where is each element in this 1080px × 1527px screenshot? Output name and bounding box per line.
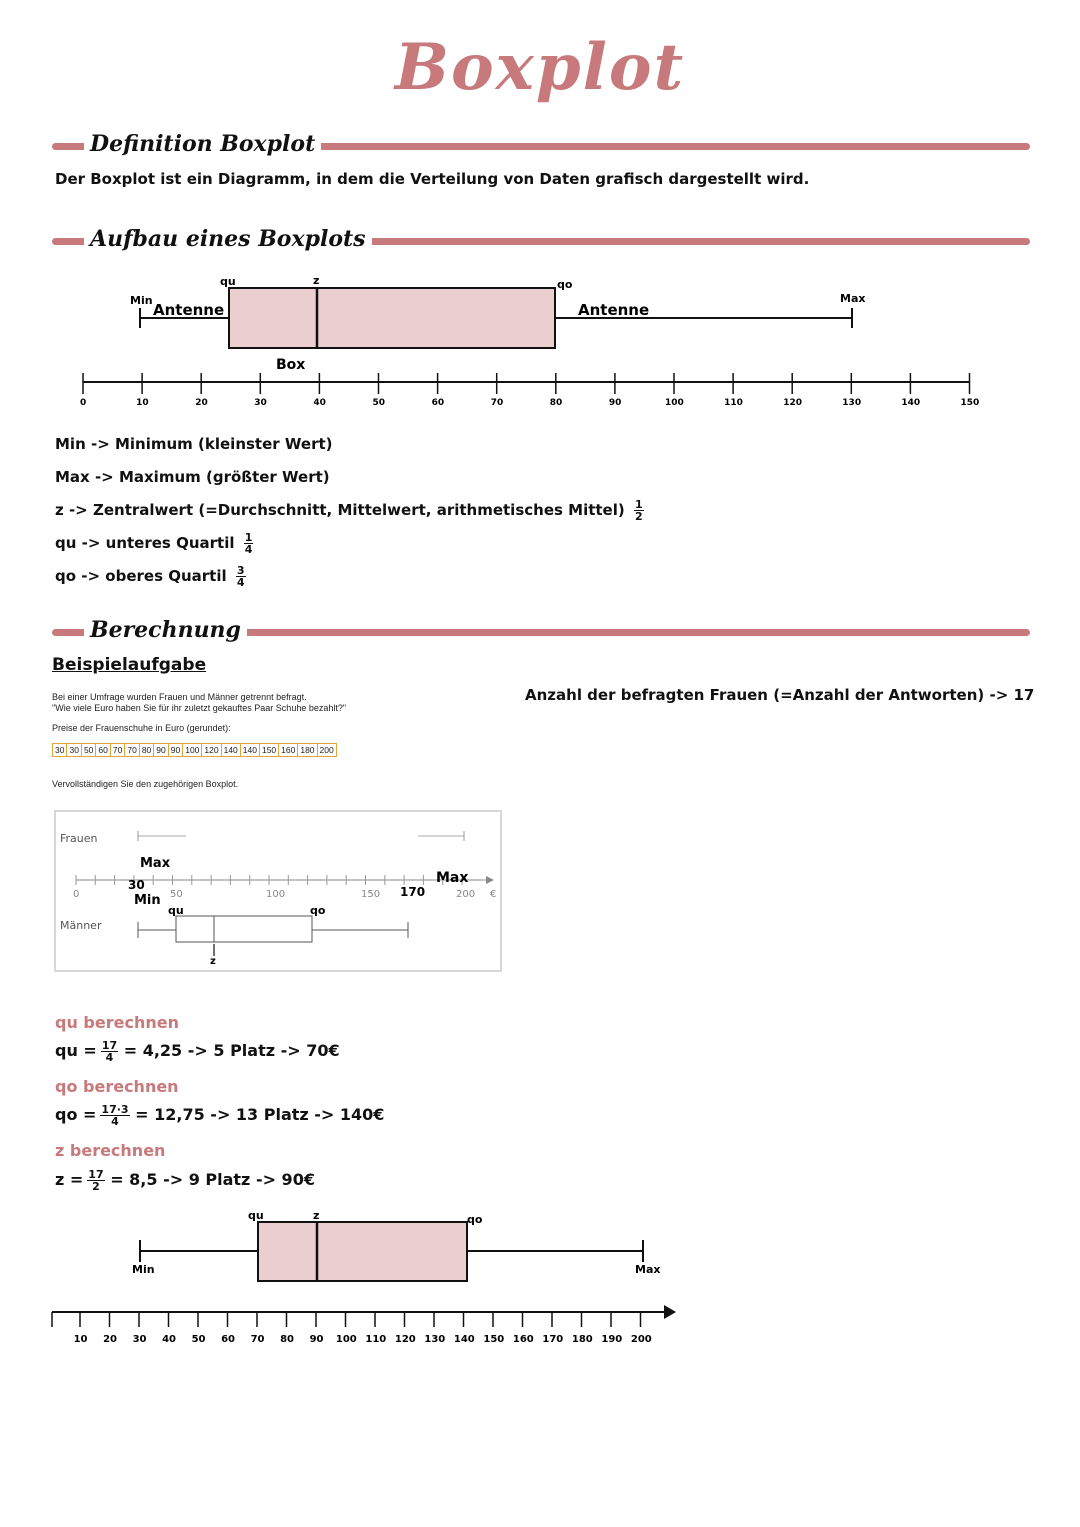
anzahl-text: Anzahl der befragten Frauen (=Anzahl der Antworten) -> 17 — [525, 686, 1035, 704]
section-title-berechnung: Berechnung — [84, 617, 247, 643]
price-cell: 70 — [125, 744, 139, 756]
result-qu-label: qu — [248, 1209, 264, 1222]
preise-label: Preise der Frauenschuhe in Euro (gerundet): — [52, 723, 231, 733]
result-min-label: Min — [132, 1263, 155, 1276]
note-max-left: Max — [140, 856, 171, 871]
z-formula: z = $\frac{17}{2}$ = 8,5 -> 9 Platz -> 90€ — [55, 1168, 315, 1193]
note-qo: qo — [310, 904, 326, 917]
result-max-label: Max — [635, 1263, 661, 1276]
axis-tick-label: 190 — [601, 1334, 623, 1345]
axis-tick-label: 180 — [571, 1334, 593, 1345]
axis-ticks — [80, 373, 979, 408]
axis-tick-label: 110 — [365, 1334, 387, 1345]
price-cell: 70 — [111, 744, 125, 756]
axis-tick-label: 200 — [630, 1334, 652, 1345]
axis-tick-label: 50 — [191, 1334, 206, 1345]
axis-tick-label: 50 — [372, 398, 386, 408]
beispiel-line1: Bei einer Umfrage wurden Frauen und Männer getrennt befragt. — [52, 692, 307, 702]
z-heading: z berechnen — [55, 1141, 166, 1160]
price-cell: 90 — [169, 744, 183, 756]
result-qo-label: qo — [467, 1213, 483, 1226]
axis-tick-label: 110 — [724, 398, 743, 408]
min-label: Min — [130, 294, 153, 307]
qo-label: qo — [557, 278, 573, 291]
beispiel-heading: Beispielaufgabe — [52, 655, 207, 675]
section-title-definition: Definition Boxplot — [84, 131, 321, 157]
axis-tick-label: 20 — [103, 1334, 118, 1345]
axis-tick-label: 100 — [335, 1334, 357, 1345]
qu-formula: qu = $\frac{17}{4}$ = 4,25 -> 5 Platz -> 70€ — [55, 1039, 340, 1064]
legend-list — [55, 428, 644, 593]
axis-tick-label: 40 — [313, 398, 326, 408]
legend-item: Min -> Minimum (kleinster Wert) — [55, 435, 333, 453]
legend-item: z -> Zentralwert (=Durchschnitt, Mittelwert, arithmetisches Mittel) $\frac{1}{2}$ — [55, 498, 643, 523]
axis-tick-label: 70 — [490, 398, 504, 408]
note-30: 30 — [128, 878, 145, 892]
axis-tick-label: 10 — [73, 1334, 88, 1345]
axis-tick-label: 170 — [542, 1334, 564, 1345]
boxplot-structure-diagram — [40, 270, 1000, 420]
page-title: Boxplot — [394, 30, 686, 105]
price-cell: 30 — [67, 744, 81, 756]
axis-tick-label: 100 — [665, 398, 684, 408]
section-title-aufbau: Aufbau eines Boxplots — [84, 226, 372, 252]
euro-label: € — [490, 889, 497, 900]
beispiel-line2: "Wie viele Euro haben Sie für ihr zuletzt gekauftes Paar Schuhe bezahlt?" — [52, 703, 347, 713]
task-text: Vervollständigen Sie den zugehörigen Boxplot. — [52, 779, 239, 789]
axis-tick-label: 150 — [483, 1334, 505, 1345]
qo-heading: qo berechnen — [55, 1077, 179, 1096]
box-rect — [229, 288, 555, 348]
exercise-figure — [54, 810, 502, 972]
price-cell: 150 — [260, 744, 279, 756]
axis-tick-label: 30 — [254, 398, 267, 408]
maenner-label: Männer — [60, 919, 102, 932]
axis-tick-label: 80 — [549, 398, 563, 408]
price-cell: 100 — [183, 744, 202, 756]
axis-arrow — [486, 876, 494, 884]
price-cell: 30 — [53, 744, 67, 756]
axis-tick-label: 60 — [431, 398, 445, 408]
exercise-boxplot — [56, 812, 500, 970]
axis-tick-label: 150 — [960, 398, 980, 408]
definition-text: Der Boxplot ist ein Diagramm, in dem die Verteilung von Daten grafisch dargestellt wird. — [55, 170, 810, 188]
legend-item: qu -> unteres Quartil $\frac{1}{4}$ — [55, 531, 253, 556]
legend-item: Max -> Maximum (größter Wert) — [55, 468, 330, 486]
result-box — [258, 1222, 467, 1281]
box-label: Box — [276, 357, 306, 373]
tick-label: 0 — [73, 889, 80, 900]
result-axis-ticks — [74, 1312, 652, 1345]
axis-tick-label: 120 — [783, 398, 802, 408]
axis-tick-label: 90 — [608, 398, 622, 408]
antenne-right-label: Antenne — [578, 301, 650, 319]
price-cell: 80 — [140, 744, 154, 756]
note-max-right: Max — [436, 870, 469, 886]
price-cell: 140 — [241, 744, 260, 756]
tick-label: 100 — [266, 889, 286, 900]
result-axis-arrow — [664, 1305, 676, 1319]
note-170: 170 — [400, 885, 426, 899]
frauen-label: Frauen — [60, 832, 98, 845]
axis-tick-label: 160 — [512, 1334, 534, 1345]
price-cell: 120 — [202, 744, 221, 756]
tick-label: 200 — [456, 889, 476, 900]
result-boxplot — [40, 1205, 720, 1355]
axis-tick-label: 70 — [250, 1334, 265, 1345]
qo-formula: qo = $\frac{17\cdot 3}{4}$ = 12,75 -> 13 Platz -> 140€ — [55, 1103, 385, 1128]
axis-tick-label: 60 — [221, 1334, 236, 1345]
qu-label: qu — [220, 275, 236, 288]
tick-label: 150 — [361, 889, 381, 900]
axis-tick-label: 90 — [309, 1334, 324, 1345]
axis-tick-label: 130 — [424, 1334, 446, 1345]
price-cell: 50 — [82, 744, 96, 756]
price-cell: 140 — [222, 744, 241, 756]
price-cell: 160 — [279, 744, 298, 756]
maenner-box — [176, 916, 312, 942]
axis-tick-label: 140 — [901, 398, 921, 408]
price-cell: 60 — [96, 744, 110, 756]
note-z: z — [210, 956, 216, 967]
qu-heading: qu berechnen — [55, 1013, 179, 1032]
axis-tick-label: 20 — [195, 398, 208, 408]
axis-tick-label: 80 — [280, 1334, 295, 1345]
result-z-label: z — [313, 1209, 320, 1222]
axis-tick-label: 30 — [132, 1334, 147, 1345]
price-cell: 180 — [298, 744, 317, 756]
axis-tick-label: 40 — [162, 1334, 177, 1345]
axis-tick-label: 140 — [453, 1334, 475, 1345]
axis-tick-label: 10 — [136, 398, 149, 408]
note-min: Min — [134, 893, 161, 908]
axis-tick-label: 130 — [842, 398, 862, 408]
price-list — [52, 743, 337, 757]
legend-item: qo -> oberes Quartil $\frac{3}{4}$ — [55, 564, 245, 589]
axis-tick-label: 120 — [394, 1334, 416, 1345]
antenne-left-label: Antenne — [153, 301, 225, 319]
axis-tick-label: 0 — [80, 398, 87, 408]
price-cell: 90 — [154, 744, 168, 756]
tick-label: 50 — [170, 889, 183, 900]
z-label: z — [313, 274, 320, 287]
max-label: Max — [840, 292, 866, 305]
price-cell: 200 — [319, 745, 334, 755]
note-qu: qu — [168, 904, 184, 917]
